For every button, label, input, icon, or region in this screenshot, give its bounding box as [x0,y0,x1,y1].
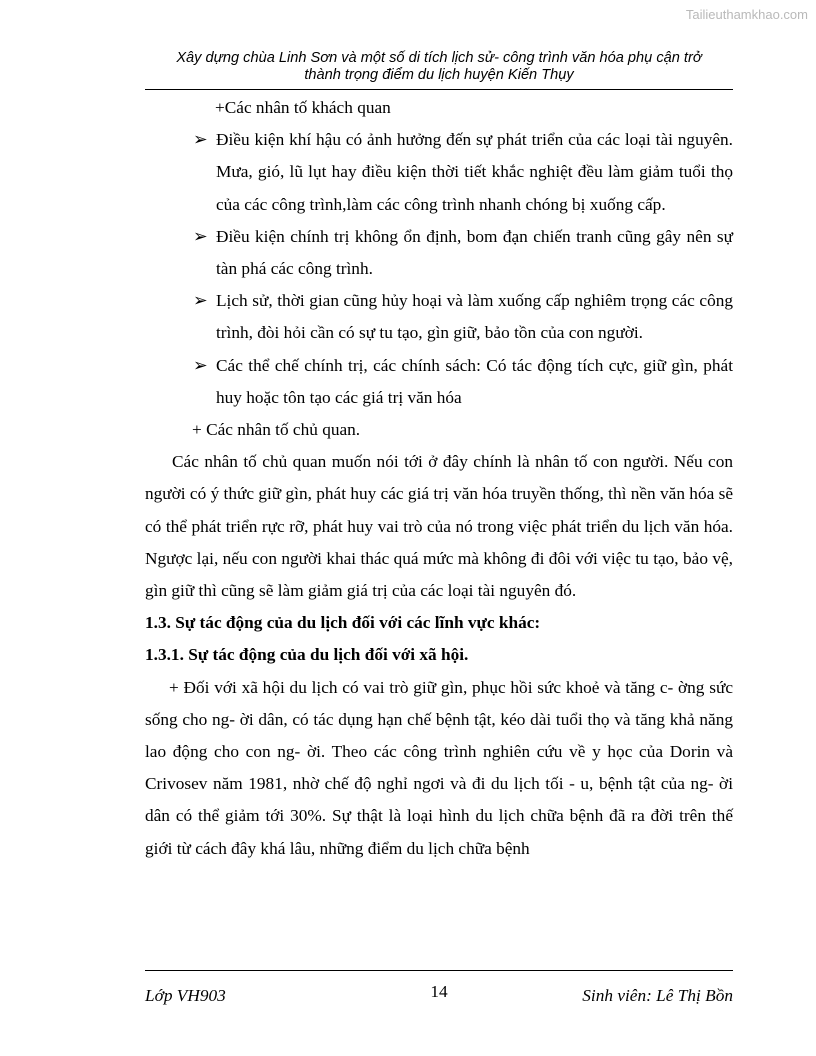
header-line-1: Xây dựng chùa Linh Sơn và một số di tích lịch sử- công trình văn hóa phụ cận trở [176,50,702,66]
arrow-bullet-icon: ➢ [193,355,208,375]
arrow-bullet-icon: ➢ [193,226,208,246]
footer-divider [145,970,733,971]
header-line-2: thành trọng điểm du lịch huyện Kiến Thụy [304,67,574,83]
subjective-factors-paragraph: Các nhân tố chủ quan muốn nói tới ở đây chính là nhân tố con người. Nếu con người có ý thức giữ gìn, phát huy các giá trị văn hóa truyền thống, thì nền văn hóa sẽ có thể phát triển rực rỡ, phát huy vai trò của nó trong việc phát triển du lịch văn hóa. Ngược lại, nếu con người khai thác quá mức mà không đi đôi với việc tu tạo, bảo vệ, gìn giữ thì cũng sẽ làm giảm giá trị của các loại tài nguyên đó. [145,452,733,601]
page-number: 14 [430,982,448,1001]
page-body [145,92,733,865]
section-heading-1-3-1: 1.3.1. Sự tác động của du lịch đối với xã hội. [145,645,469,665]
bullet-text: Lịch sử, thời gian cũng hủy hoại và làm xuống cấp nghiêm trọng các công trình, đòi hỏi cần có sự tu tạo, gìn giữ, bảo tồn của con người. [216,291,733,343]
bullet-item [145,350,733,414]
bullet-text: Điều kiện chính trị không ổn định, bom đạn chiến tranh cũng gây nên sự tàn phá các công trình. [216,226,733,279]
subjective-factors-label: + Các nhân tố chủ quan. [192,420,361,440]
bullet-text: Điều kiện khí hậu có ảnh hưởng đến sự phát triển của các loại tài nguyên. Mưa, gió, lũ lụt hay điều kiện thời tiết khắc nghiệt đều làm giảm tuổi thọ của các công trình,làm các công trình nhanh chóng bị xuống cấp. [216,130,733,214]
arrow-bullet-icon: ➢ [193,291,208,311]
arrow-bullet-icon: ➢ [193,130,208,150]
header-divider [145,89,733,90]
bullet-item [145,221,733,285]
bullet-item [145,285,733,349]
social-impact-paragraph: + Đối với xã hội du lịch có vai trò giữ gìn, phục hồi sức khoẻ và tăng c- ờng sức sống cho ng- ời dân, có tác dụng hạn chế bệnh tật, kéo dài tuổi thọ và tăng khả năng lao động cho con ng- ời. Theo các công trình nghiên cứu về y học của Dorin và Crivosev năm 1981, nhờ chế độ nghỉ ngơi và đi du lịch tối - u, bệnh tật của ng- ời dân có thể giảm tới 30%. Sự thật là loại hình du lịch chữa bệnh đã ra đời trên thế giới từ cách đây khá lâu, những điểm du lịch chữa bệnh [145,677,733,858]
section-heading-1-3: 1.3. Sự tác động của du lịch đối với các lĩnh vực khác: [145,613,541,633]
watermark-text: Tailieuthamkhao.com [685,7,808,22]
student-label: Sinh viên: Lê Thị Bồn [582,986,733,1005]
class-label: Lớp VH903 [145,986,226,1005]
bullet-item [145,124,733,221]
page-footer [145,982,733,1010]
bullet-text: Các thể chế chính trị, các chính sách: Có tác động tích cực, giữ gìn, phát huy hoặc tôn tạo các giá trị văn hóa [216,355,733,407]
running-header [145,50,733,84]
objective-factors-label: +Các nhân tố khách quan [215,98,391,117]
